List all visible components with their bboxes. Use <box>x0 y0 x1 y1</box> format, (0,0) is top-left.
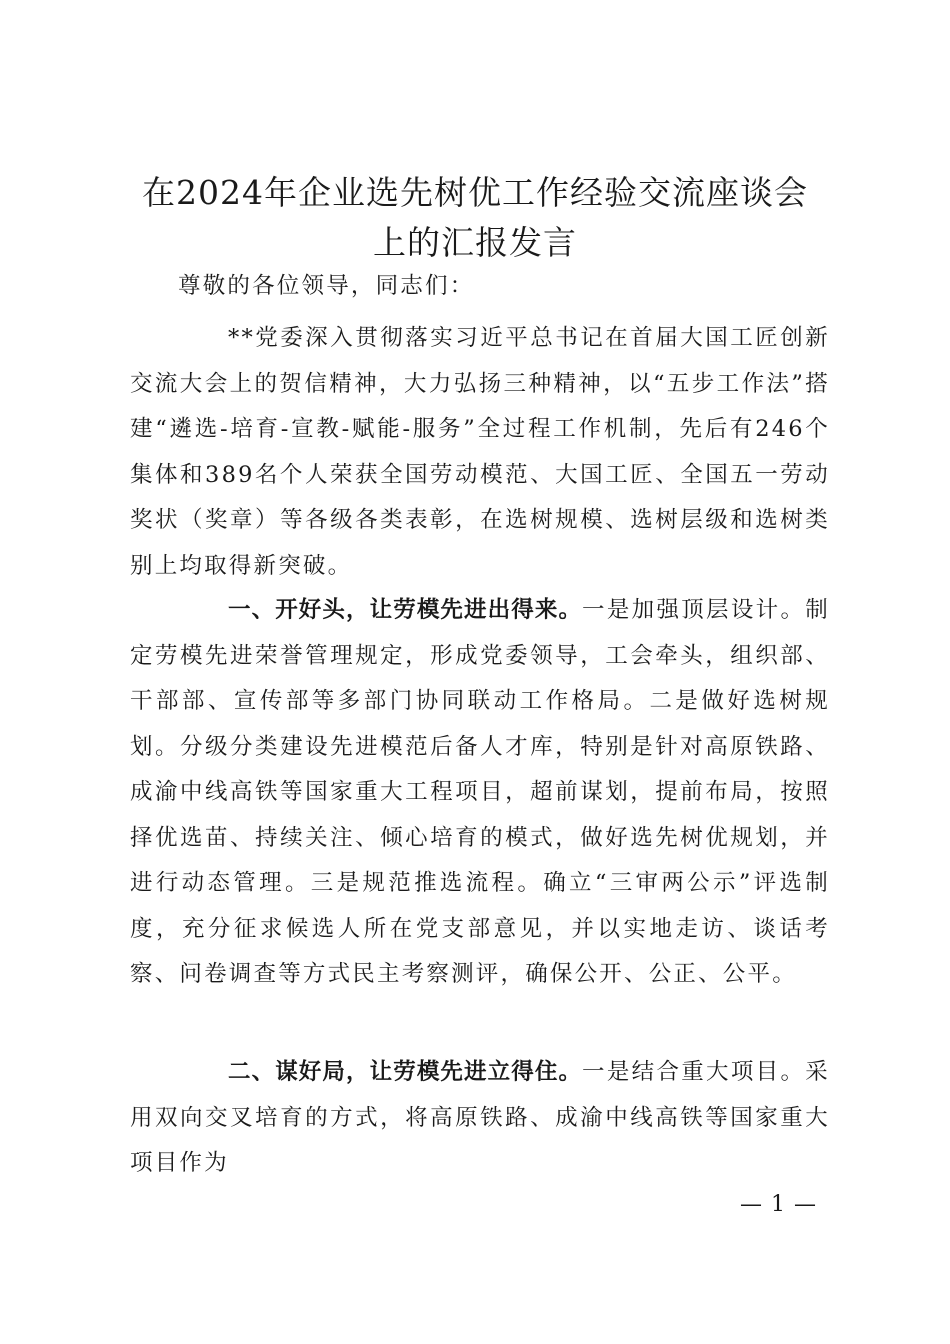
section-two-text: 一是结合重大项目。采用双向交叉培育的方式，将高原铁路、成渝中线高铁等国家重大项目作为 <box>130 1059 830 1176</box>
intro-paragraph <box>130 316 830 589</box>
intro-paragraph-text: **党委深入贯彻落实习近平总书记在首届大国工匠创新交流大会上的贺信精神，大力弘扬三种精神，以“五步工作法”搭建“遴选-培育-宣教-赋能-服务”全过程工作机制，先后有246个集体和389名个人荣获全国劳动模范、大国工匠、全国五一劳动奖状（奖章）等各级各类表彰，在选树规模、选树层级和选树类别上均取得新突破。 <box>130 325 830 579</box>
section-two-heading: 二、谋好局，让劳模先进立得住。 <box>228 1059 583 1085</box>
section-one-text: 一是加强顶层设计。制定劳模先进荣誉管理规定，形成党委领导，工会牵头，组织部、干部部、宣传部等多部门协同联动工作格局。二是做好选树规划。分级分类建设先进模范后备人才库，特别是针对高原铁路、成渝中线高铁等国家重大工程项目，超前谋划，提前布局，按照择优选苗、持续关注、倾心培育的模式，做好选先树优规划，并进行动态管理。三是规范推选流程。确立“三审两公示”评选制度，充分征求候选人所在党支部意见，并以实地走访、谈话考察、问卷调查等方式民主考察测评，确保公开、公正、公平。 <box>130 597 830 987</box>
page-number: — 1 — <box>740 1192 817 1217</box>
title-line-2: 上的汇报发言 <box>373 223 577 262</box>
section-one-heading: 一、开好头，让劳模先进出得来。 <box>228 597 583 623</box>
document-title <box>120 168 830 268</box>
title-line-1: 在2024年企业选先树优工作经验交流座谈会 <box>142 173 808 212</box>
section-one-paragraph <box>130 588 830 998</box>
salutation: 尊敬的各位领导，同志们： <box>178 273 475 299</box>
section-two-paragraph <box>130 1050 830 1187</box>
